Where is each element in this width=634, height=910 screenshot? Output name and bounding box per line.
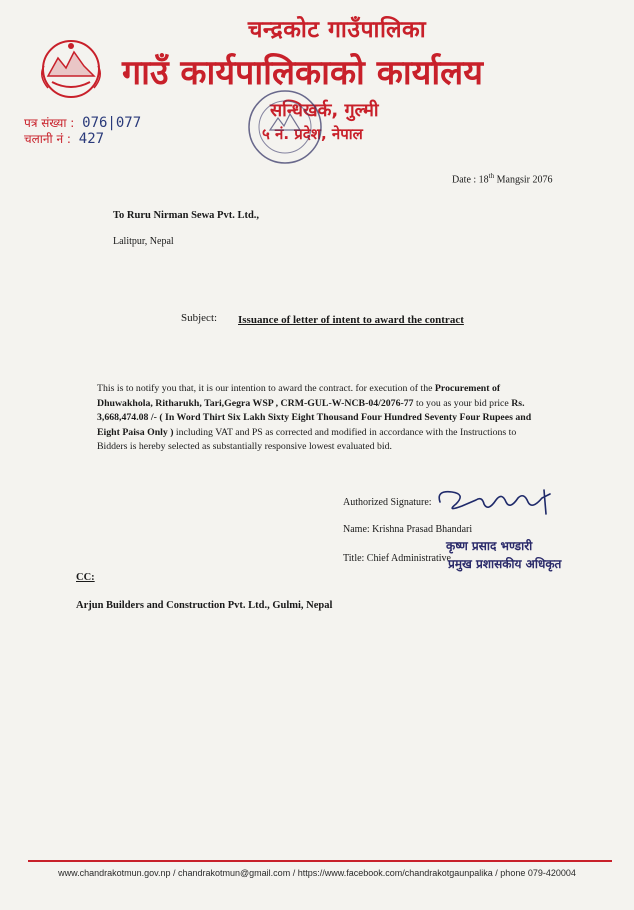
signatory-name-nepali: कृष्ण प्रसाद भण्डारी bbox=[446, 539, 533, 553]
reference-value: 076|077 bbox=[82, 115, 142, 131]
recipient-address: Lalitpur, Nepal bbox=[113, 236, 174, 247]
nepal-emblem-icon bbox=[36, 36, 106, 102]
signatory-title: Title: Chief Administrative bbox=[343, 553, 451, 564]
office-name: गाउँ कार्यपालिकाको कार्यालय bbox=[122, 53, 483, 93]
footer-divider bbox=[28, 860, 612, 862]
letter-date: Date : 18th Mangsir 2076 bbox=[452, 172, 553, 186]
recipient-name: To Ruru Nirman Sewa Pvt. Ltd., bbox=[113, 210, 260, 221]
reference-label: पत्र संख्या : bbox=[24, 116, 75, 130]
cc-recipient: Arjun Builders and Construction Pvt. Ltd., Gulmi, Nepal bbox=[76, 600, 333, 611]
municipality-name: चन्द्रकोट गाउँपालिका bbox=[247, 17, 427, 43]
handwritten-signature-icon bbox=[432, 484, 562, 520]
dispatch-value: 427 bbox=[78, 131, 105, 147]
office-province: ५ नं. प्रदेश, नेपाल bbox=[262, 125, 363, 143]
signatory-name: Name: Krishna Prasad Bhandari bbox=[343, 524, 473, 535]
office-location: सन्धिखर्क, गुल्मी bbox=[270, 100, 379, 121]
signatory-title-nepali: प्रमुख प्रशासकीय अधिकृत bbox=[448, 557, 562, 571]
body-paragraph: This is to notify you that, it is our intention to award the contract. for execution of the Procurement of Dhuwakhola, Ritharukh, Tari,Gegra WSP , CRM-GUL-W-NCB-04/2076-77 to you as your bid price Rs. 3,668,474.08 /- ( In Word Thirt Six Lakh Sixty Eight Thousand Four Hundred Seventy Four Rupees and Eight Paisa Only ) including VAT and PS as corrected and modified in accordance with the Instructions to Bidders is hereby selected as substantially responsive lowest evaluated bid. bbox=[97, 383, 532, 452]
subject-text: Issuance of letter of intent to award the contract bbox=[238, 314, 464, 326]
footer-contact: www.chandrakotmun.gov.np / chandrakotmun@gmail.com / https://www.facebook.com/chandrakotgaunpalika / phone 079-420004 bbox=[58, 868, 576, 878]
dispatch-label: चलानी नं : bbox=[24, 132, 71, 146]
authorized-signature-label: Authorized Signature: bbox=[343, 497, 432, 508]
subject-label: Subject: bbox=[181, 312, 218, 324]
cc-label: CC: bbox=[76, 572, 95, 583]
reference-number-row bbox=[24, 114, 141, 131]
office-stamp-icon bbox=[244, 86, 326, 168]
dispatch-number-row bbox=[24, 130, 104, 147]
